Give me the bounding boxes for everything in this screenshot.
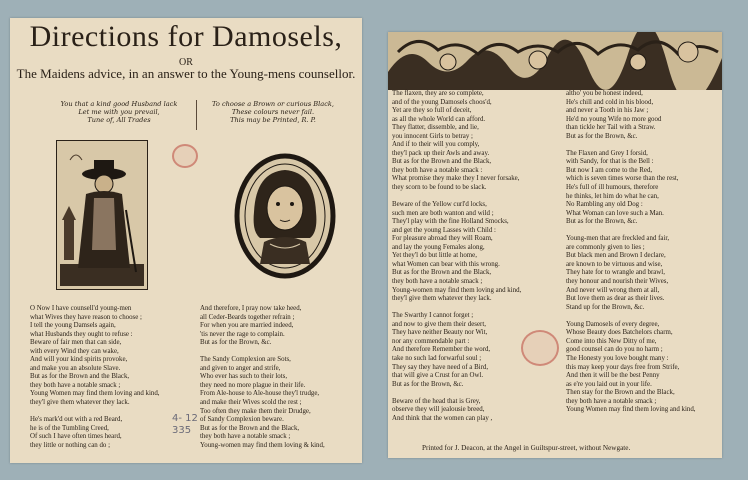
verse-line: and of the young Damosels choos'd, bbox=[392, 98, 492, 106]
ballad-title: Directions for Damosels, bbox=[29, 20, 343, 53]
verse-line: The flaxen, they are so complete, bbox=[392, 90, 484, 97]
verse-line: observe they will jealousie breed, bbox=[392, 406, 485, 414]
verse-line: that will give a Crust for an Owl. bbox=[392, 372, 484, 380]
verse-line: They say they have need of a Bird, bbox=[392, 363, 489, 371]
ballad-column-4 bbox=[566, 90, 720, 415]
verse-line: than tickle her Tail with a Straw. bbox=[566, 124, 656, 132]
verse-line: they both have a notable smack ; bbox=[30, 381, 121, 389]
verse-line: he thinks, let him do what he can, bbox=[566, 192, 659, 200]
verse-line: and now to give them their desert, bbox=[392, 320, 486, 328]
intro-verse-left bbox=[44, 100, 194, 124]
verse-line: But as for the Brown, &c. bbox=[392, 380, 464, 388]
verse-line: The Swarthy I cannot forget ; bbox=[392, 312, 474, 320]
verse-line: For pleasure abroad they will Roam, bbox=[392, 235, 493, 243]
verse-line: But as for the Brown, &c. bbox=[200, 339, 272, 347]
verse-line: The Honesty you love bought many : bbox=[566, 354, 669, 362]
verse-line: and make their Wives scold the rest ; bbox=[200, 399, 302, 407]
ballad-subtitle: The Maidens advice, in an answer to the Young-mens counsellor. bbox=[16, 66, 356, 81]
verse-line: But now I am come to the Red, bbox=[566, 166, 653, 174]
verse-line: But as for the Brown, &c. bbox=[566, 132, 638, 140]
verse-line: Young-men that are freckled and fair, bbox=[566, 235, 670, 243]
verse-line: No Rambling any old Dog : bbox=[566, 201, 643, 209]
verse-line: But black men and Brown I declare, bbox=[566, 252, 666, 260]
license-line: This may be Printed, R. P. bbox=[230, 116, 316, 124]
intro-verse-right bbox=[198, 100, 348, 124]
verse-line: and never a Tooth in his Jaw ; bbox=[566, 107, 649, 115]
verse-line: He's chill and cold in his blood, bbox=[566, 98, 654, 106]
verse-line: Too often they make them their Drudge, bbox=[200, 407, 311, 415]
verse-line: But as for the Brown and the Black, bbox=[392, 269, 492, 277]
verse-line bbox=[566, 141, 720, 150]
verse-line: take no such lad forwarful soul ; bbox=[392, 354, 482, 362]
verse-line: such men are both wanton and wild ; bbox=[392, 209, 494, 217]
verse-line: The Sandy Complexion are Sots, bbox=[200, 356, 291, 364]
verse-line: what Wives they have reason to choose ; bbox=[30, 313, 142, 321]
verse-line: For when you are married indeed, bbox=[200, 322, 294, 330]
verse-line: The Flaxen and Grey I forsid, bbox=[566, 149, 648, 157]
verse-line: He's mark'd out with a red Beard, bbox=[30, 416, 123, 424]
verse-line: But as for the Brown and the Black, bbox=[392, 158, 492, 166]
verse-line: And will your kind spirits provoke, bbox=[30, 356, 128, 364]
verse-line: But as for the Brown and the Black, bbox=[30, 373, 130, 381]
library-stamp bbox=[521, 330, 559, 366]
verse-line: But as for the Brown, &c. bbox=[566, 218, 638, 226]
verse-line: and given to anger and strife, bbox=[200, 364, 281, 372]
verse-line: and get the young Lasses with Child : bbox=[392, 226, 496, 234]
pencil-mark: 4- 12 bbox=[172, 413, 198, 424]
verse-line: altho' you be honest indeed, bbox=[566, 90, 643, 97]
verse-line: Beware of the Yellow curl'd locks, bbox=[392, 201, 487, 209]
verse-line: with every Wind they can wake, bbox=[30, 347, 119, 355]
pencil-mark: 335 bbox=[172, 425, 192, 436]
verse-line: And think that the women can play , bbox=[392, 414, 493, 422]
verse-line bbox=[566, 227, 720, 236]
verse-line: they'l pack up their Awls and away. bbox=[392, 149, 490, 157]
verse-line: what Husbands they ought to refuse : bbox=[30, 330, 133, 338]
verse-line: they both have a notable smack : bbox=[392, 166, 483, 174]
verse-line: Whose Beauty does Batchelors charm, bbox=[566, 329, 673, 337]
verse-line: are known to be virtuous and wise, bbox=[566, 260, 663, 268]
verse-line: What Woman can love such a Man. bbox=[566, 209, 664, 217]
verse-line: And never will wrong them at all, bbox=[566, 286, 660, 294]
verse-line: Stand up for the Brown, &c. bbox=[566, 303, 645, 311]
verse-line: They'l play with the fine Holland Smocks, bbox=[392, 218, 509, 226]
verse-line: you innocent Girls to betray ; bbox=[392, 132, 473, 140]
verse-line: they little or nothing can do ; bbox=[30, 441, 110, 449]
verse-line: But love them as dear as their lives. bbox=[566, 295, 665, 303]
verse-line: Beware of the head that is Grey, bbox=[392, 397, 481, 405]
right-broadside-sheet bbox=[388, 32, 722, 458]
verse-line: Of such I have often times heard, bbox=[30, 433, 122, 441]
verse-line bbox=[566, 312, 720, 321]
verse-line: which is seven times worse than the rest, bbox=[566, 175, 679, 183]
ballad-title-or: OR bbox=[179, 57, 193, 68]
verse-line: Then stay for the Brown and the Black, bbox=[566, 389, 675, 397]
library-stamp bbox=[172, 144, 198, 168]
verse-line: And therefore Remember the word, bbox=[392, 346, 491, 354]
verse-line: they'l give them whatever they lack. bbox=[392, 295, 492, 303]
verse-line: of Sandy Complexion beware. bbox=[200, 416, 284, 424]
verse-line: Come into this New Ditty of me, bbox=[566, 337, 657, 345]
verse-line: And if to their will you comply, bbox=[392, 141, 480, 149]
verse-line: They have neither Beauty nor Wit, bbox=[392, 329, 488, 337]
ballad-column-2 bbox=[200, 305, 360, 450]
verse-line: Yet are they so full of deceit, bbox=[392, 107, 472, 115]
intro-line: You that a kind good Husband lack bbox=[60, 100, 178, 108]
verse-line: they both have a notable smack ; bbox=[392, 278, 483, 286]
verse-line: they honour and nourish their Wives, bbox=[566, 278, 669, 286]
verse-line: as all the whole World can afford. bbox=[392, 115, 486, 123]
intro-line: These colours never fail. bbox=[231, 108, 315, 116]
verse-line bbox=[30, 408, 194, 417]
verse-line: From Ale-house to Ale-house they'l trudge, bbox=[200, 390, 320, 398]
verse-line: I tell the young Damsels again, bbox=[30, 322, 116, 330]
verse-line: O Now I have counsell'd young-men bbox=[30, 305, 132, 312]
ballad-column-1 bbox=[30, 305, 194, 450]
verse-line: they need no more plague in their life. bbox=[200, 381, 306, 389]
verse-line: what Women can bear with this wrong. bbox=[392, 260, 500, 268]
verse-line: this may keep your days free from Strife, bbox=[566, 363, 680, 371]
verse-line bbox=[392, 193, 556, 202]
printer-imprint: Printed for J. Deacon, at the Angel in Guiltspur-street, without Newgate. bbox=[422, 444, 631, 452]
tune-line: Tune of, All Trades bbox=[87, 116, 151, 124]
verse-line bbox=[200, 348, 360, 357]
left-broadside-sheet bbox=[10, 18, 362, 463]
verse-line: Young Women may find them loving and kind, bbox=[30, 390, 160, 398]
verse-line: and lay the young Females along, bbox=[392, 243, 485, 251]
verse-line: they both have a notable smack ; bbox=[566, 397, 657, 405]
verse-line: he is of the Tumbling Creed, bbox=[30, 424, 109, 432]
verse-line: And therefore, I pray now take heed, bbox=[200, 305, 302, 312]
verse-line: Yet they'l do but little at home, bbox=[392, 252, 477, 260]
ballad-column-3 bbox=[392, 90, 556, 423]
verse-line: He's full of ill humours, therefore bbox=[566, 184, 659, 192]
verse-line: good counsel can do you no harm ; bbox=[566, 346, 663, 354]
verse-line: nor any commendable part : bbox=[392, 337, 470, 345]
verse-line: Who ever has such to their lots, bbox=[200, 373, 288, 381]
verse-line bbox=[392, 389, 556, 398]
pencil-annotation bbox=[172, 413, 198, 437]
verse-line: Beware of fair men that can side, bbox=[30, 339, 122, 347]
verse-line: They flatter, dissemble, and lie, bbox=[392, 124, 479, 132]
verse-line: And then it will be the best Penny bbox=[566, 372, 660, 380]
verse-line: 'tis never the rage to complain. bbox=[200, 330, 285, 338]
intro-line: Let me with you prevail, bbox=[78, 108, 160, 116]
verse-line: with Sandy, for that is the Bell : bbox=[566, 158, 654, 166]
verse-line bbox=[392, 304, 556, 313]
intro-line: To choose a Brown or curious Black, bbox=[212, 100, 334, 108]
verse-line: Young-women may find them loving and kind, bbox=[392, 286, 522, 294]
intro-divider bbox=[196, 100, 197, 130]
verse-line: They hate for to wrangle and brawl, bbox=[566, 269, 665, 277]
verse-line: What promise they make they I never forsake, bbox=[392, 175, 520, 183]
verse-line: But as for the Brown and the Black, bbox=[200, 424, 300, 432]
verse-line: Young Damosels of every degree, bbox=[566, 320, 660, 328]
woodcut-woman-portrait bbox=[234, 152, 336, 280]
verse-line: they scorn to be found to be slack. bbox=[392, 184, 487, 192]
woodcut-border-image bbox=[388, 32, 722, 90]
verse-line: and make you an absolute Slave. bbox=[30, 364, 121, 372]
verse-line: He'd no young Wife no more good bbox=[566, 115, 662, 123]
woodcut-man-image bbox=[56, 140, 148, 290]
verse-line: Young Women may find them loving and kind, bbox=[566, 406, 696, 414]
verse-line: are commonly given to lies ; bbox=[566, 243, 645, 251]
verse-line: all Ceder-Beards together refrain ; bbox=[200, 313, 295, 321]
verse-line: they both have a notable smack ; bbox=[200, 433, 291, 441]
verse-line: as e're you laid out in your life. bbox=[566, 380, 652, 388]
verse-line: Young-women may find them loving & kind, bbox=[200, 441, 325, 449]
verse-line: they'l give them whatever they lack. bbox=[30, 399, 130, 407]
